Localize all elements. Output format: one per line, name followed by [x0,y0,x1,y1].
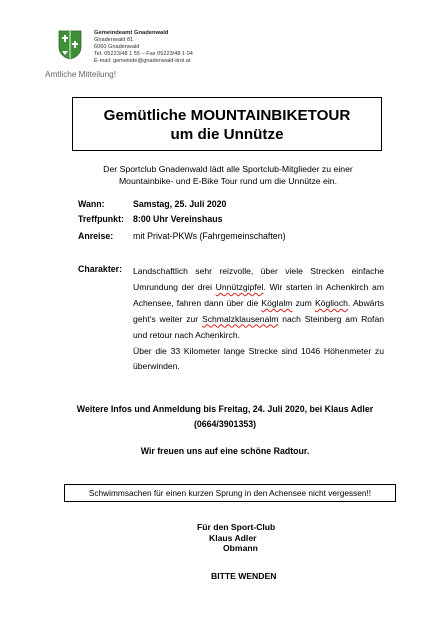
signature-block [197,522,275,554]
treffpunkt-row [78,213,124,225]
text-span: nach Steinberg am Rofan und retour nach Achenkirch. [133,313,384,340]
phone-line: Tel. 05223/48 1 55 – Fax 05223/48 1 04 [94,50,193,57]
address-line: Gnadenwald 81 [94,36,134,43]
charakter-paragraph-1 [133,264,384,344]
text-span: zum [292,297,315,308]
signature-role: Obmann [223,543,258,553]
registration-info [70,402,380,431]
treffpunkt-label: Treffpunkt: [78,214,124,224]
phone-number: (0664/3901353) [193,418,257,429]
text-span: . Abwärts geht's weiter zur [133,297,384,324]
treffpunkt-value: 8:00 Uhr Vereinshaus [133,214,223,224]
intro-text: Der Sportclub Gnadenwald lädt alle Sportclub-Mitglieder zu einer Mountainbike- und E-Bike Tour rund um die Unnütze ein. [103,164,353,186]
address-line: 6060 Gnadenwald [94,43,140,50]
office-name: Gemeindeamt Gnadenwald [94,30,169,36]
charakter-label: Charakter: [78,264,123,274]
turn-over-note: BITTE WENDEN [211,571,277,581]
office-address-block [94,30,193,65]
title-box [72,97,382,151]
place-name: Köglalm [261,297,293,308]
email-line: E-mail: gemeinde@gnadenwald-tirol.at [94,57,191,64]
notice-label: Amtliche Mitteilung! [45,70,116,79]
text-span: Landschaftlich sehr reizvolle, über viele Strecken einfache Umrundung der drei [133,266,384,292]
charakter-text [133,264,384,375]
signature-name: Klaus Adler [209,532,257,543]
wann-row [78,198,105,210]
place-name: Köglioch [314,297,348,308]
coat-of-arms-icon [58,30,82,60]
registration-line: Weitere Infos und Anmeldung bis Freitag, 24. Juli 2020, bei Klaus Adler [76,404,374,414]
text-span: . Wir starten in Achenkirch am Achensee, fahren dann über die [133,281,384,308]
signature-line: Für den Sport-Club [197,522,276,532]
place-name: Unnützgipfel [215,281,264,292]
place-name: Schmalzklausenalm [202,313,279,324]
anreise-label: Anreise: [78,231,114,241]
closing-text: Wir freuen uns auf eine schöne Radtour. [140,446,310,456]
title-line-2: um die Unnütze [170,126,284,143]
anreise-value: mit Privat-PKWs (Fahrgemeinschaften) [133,231,286,241]
title-line-1: Gemütliche MOUNTAINBIKETOUR [103,107,351,124]
reminder-box: Schwimmsachen für einen kurzen Sprung in den Achensee nicht vergessen!! [64,484,396,502]
anreise-row [78,230,113,242]
wann-label: Wann: [78,199,105,209]
wann-value: Samstag, 25. Juli 2020 [133,199,227,209]
charakter-paragraph-2: Über die 33 Kilometer lange Strecke sind 1046 Höhenmeter zu überwinden. [133,345,384,372]
